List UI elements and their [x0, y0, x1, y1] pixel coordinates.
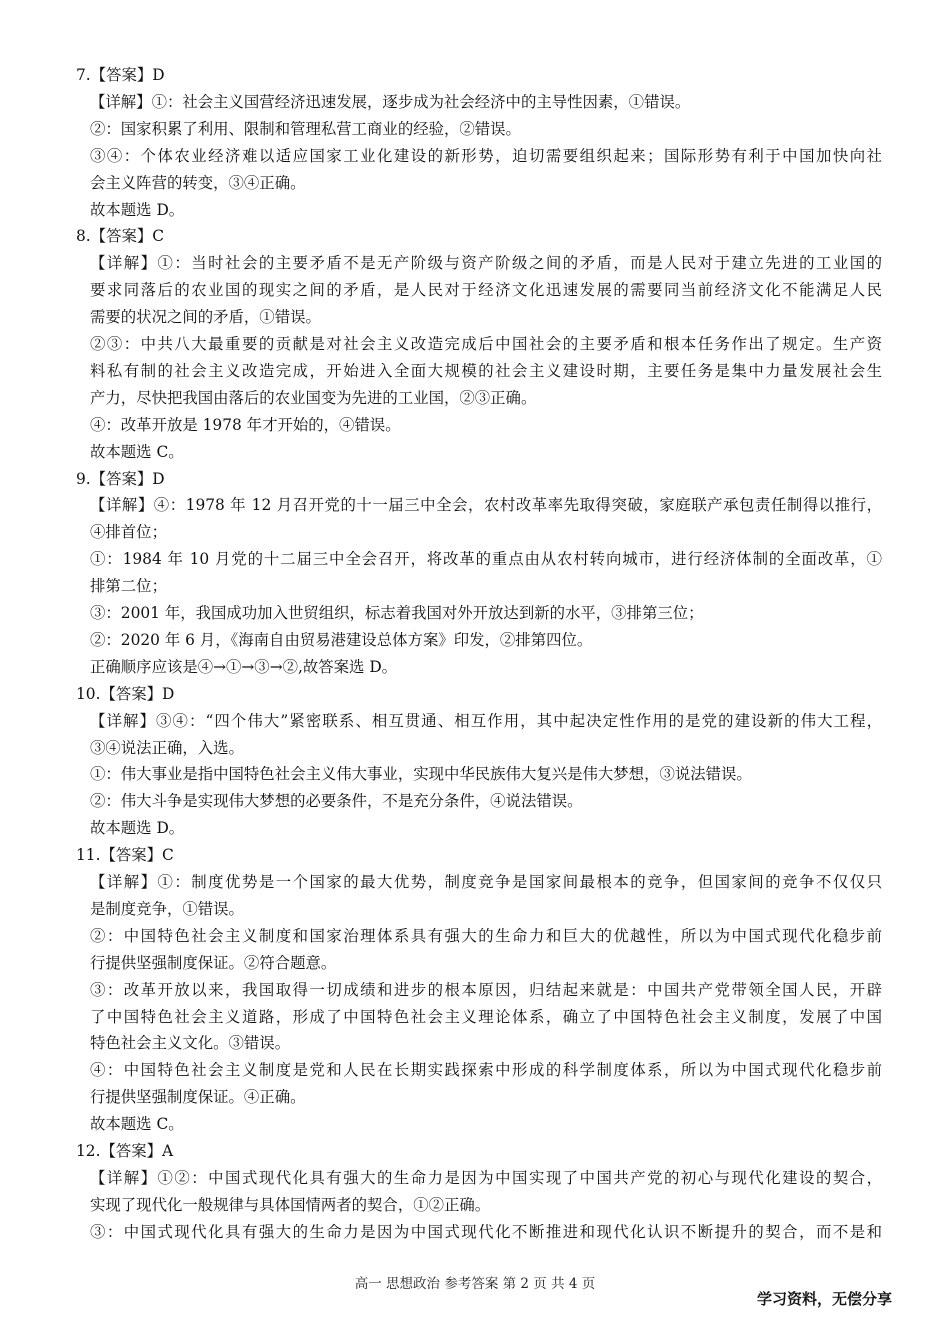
explanation-line: 特色社会主义文化。③错误。: [90, 1034, 291, 1053]
share-watermark: 学习资料，无偿分享: [756, 1290, 892, 1308]
explanation-line: ①：伟大事业是指中国特色社会主义伟大事业，实现中华民族伟大复兴是伟大梦想，③说法错误。: [90, 765, 752, 784]
page-footer: 高一 思想政治 参考答案 第 2 页 共 4 页: [354, 1276, 596, 1292]
explanation-line: 故本题选 C。: [90, 442, 184, 461]
answer-heading: 9.【答案】D: [76, 469, 165, 488]
explanation-line: 【详解】①②：中国式现代化具有强大的生命力是因为中国实现了中国共产党的初心与现代化建设的契合，: [90, 1168, 882, 1187]
explanation-line: 产力，尽快把我国由落后的农业国变为先进的工业国，②③正确。: [90, 388, 537, 407]
explanation-line: ②：伟大斗争是实现伟大梦想的必要条件，不是充分条件，④说法错误。: [90, 792, 583, 811]
explanation-line: 是制度竞争，①错误。: [90, 899, 244, 918]
explanation-line: 会主义阵营的转变，③④正确。: [90, 173, 306, 192]
explanation-line: 【详解】①：当时社会的主要矛盾不是无产阶级与资产阶级之间的矛盾，而是人民对于建立先进的工业国的: [90, 254, 882, 273]
explanation-line: 【详解】①：社会主义国营经济迅速发展，逐步成为社会经济中的主导性因素，①错误。: [90, 92, 691, 111]
explanation-line: 排第二位；: [90, 577, 167, 596]
explanation-line: 故本题选 D。: [90, 200, 185, 219]
explanation-line: ③：中国式现代化具有强大的生命力是因为中国式现代化不断推进和现代化认识不断提升的契合，而不是和: [90, 1222, 882, 1241]
explanation-line: 了中国特色社会主义道路，形成了中国特色社会主义理论体系，确立了中国特色社会主义制度，发展了中国: [90, 1007, 882, 1026]
explanation-line: 要求同落后的农业国的现实之间的矛盾，是人民对于经济文化迅速发展的需要同当前经济文化不能满足人民: [90, 281, 882, 300]
explanation-line: 料私有制的社会主义改造完成，开始进入全面大规模的社会主义建设时期，主要任务是集中力量发展社会生: [90, 361, 882, 380]
explanation-line: 故本题选 D。: [90, 819, 185, 838]
explanation-line: ③④：个体农业经济难以适应国家工业化建设的新形势，迫切需要组织起来；国际形势有利于中国加快向社: [90, 146, 882, 165]
answer-heading: 10.【答案】D: [76, 684, 175, 703]
explanation-line: 【详解】④：1978 年 12 月召开党的十一届三中全会，农村改革率先取得突破，家庭联产承包责任制得以推行，: [90, 496, 882, 515]
explanation-line: 【详解】①：制度优势是一个国家的最大优势，制度竞争是国家间最根本的竞争，但国家间的竞争不仅仅只: [90, 873, 882, 891]
answer-heading: 7.【答案】D: [76, 66, 165, 84]
explanation-line: ③④说法正确，入选。: [90, 738, 244, 757]
explanation-line: ①：1984 年 10 月党的十二届三中全会召开，将改革的重点由从农村转向城市，进行经济体制的全面改革，①: [90, 550, 882, 569]
explanation-line: 【详解】③④：“四个伟大”紧密联系、相互贯通、相互作用，其中起决定性作用的是党的建设新的伟大工程，: [90, 711, 882, 730]
explanation-line: 故本题选 C。: [90, 1115, 184, 1134]
answer-heading: 11.【答案】C: [76, 846, 174, 865]
answer-heading: 8.【答案】C: [76, 227, 165, 246]
explanation-line: ③：改革开放以来，我国取得一切成绩和进步的根本原因，归结起来就是：中国共产党带领全国人民，开辟: [90, 980, 882, 999]
explanation-line: 行提供坚强制度保证。④正确。: [90, 1088, 306, 1107]
explanation-line: ②：国家积累了利用、限制和管理私营工商业的经验，②错误。: [90, 119, 521, 138]
answer-heading: 12.【答案】A: [76, 1142, 174, 1160]
explanation-line: 正确顺序应该是④→①→③→②,故答案选 D。: [90, 657, 398, 676]
explanation-line: 实现了现代化一般规律与具体国情两者的契合，①②正确。: [90, 1195, 491, 1214]
explanation-line: ②：中国特色社会主义制度和国家治理体系具有强大的生命力和巨大的优越性，所以为中国式现代化稳步前: [90, 926, 882, 945]
explanation-line: ④排首位；: [90, 523, 167, 542]
explanation-line: ④：改革开放是 1978 年才开始的，④错误。: [90, 415, 401, 434]
explanation-line: ②③：中共八大最重要的贡献是对社会主义改造完成后中国社会的主要矛盾和根本任务作出了规定。生产资: [90, 335, 882, 353]
explanation-line: ③：2001 年，我国成功加入世贸组织，标志着我国对外开放达到新的水平，③排第三位；: [90, 604, 704, 622]
explanation-line: ②：2020 年 6 月，《海南自由贸易港建设总体方案》印发，②排第四位。: [90, 630, 593, 649]
explanation-line: ④：中国特色社会主义制度是党和人民在长期实践探索中形成的科学制度体系，所以为中国式现代化稳步前: [90, 1061, 882, 1080]
explanation-line: 需要的状况之间的矛盾，①错误。: [90, 308, 321, 327]
explanation-line: 行提供坚强制度保证。②符合题意。: [90, 953, 337, 972]
